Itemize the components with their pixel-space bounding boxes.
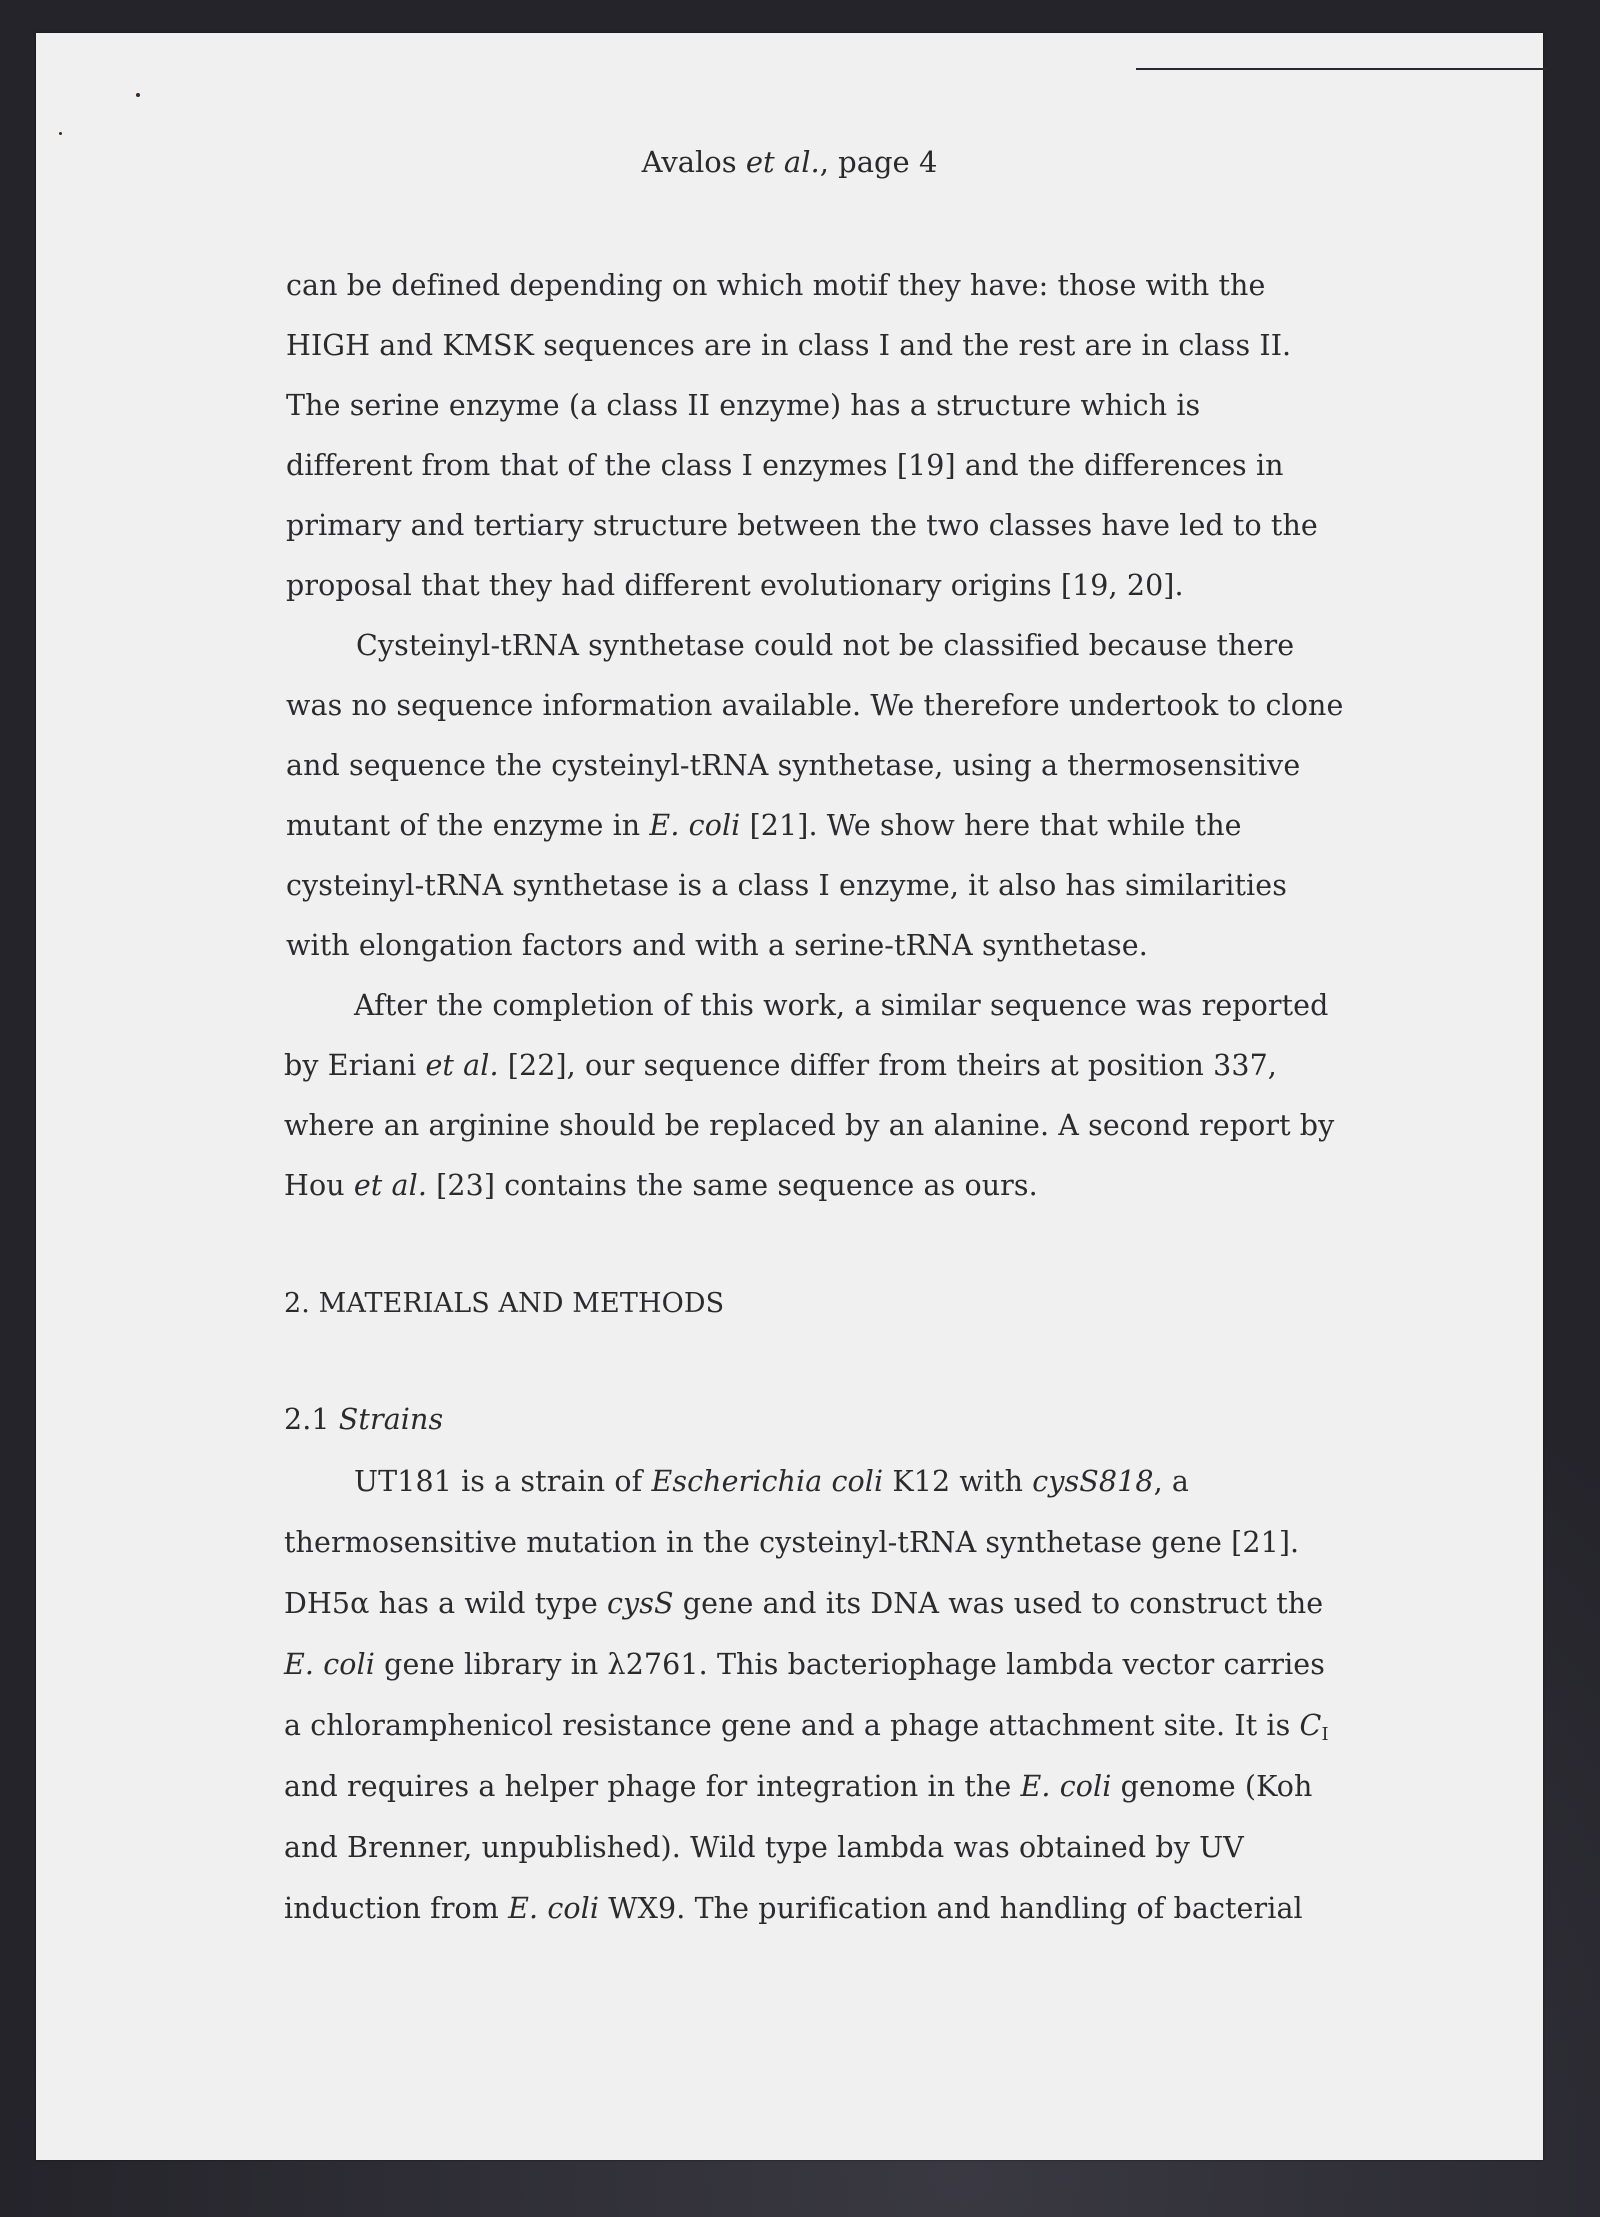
- body-line: primary and tertiary structure between the two classes have led to the: [286, 509, 1318, 542]
- body-line: Hou et al. [23] contains the same sequence as ours.: [284, 1169, 1038, 1202]
- body-line: and Brenner, unpublished). Wild type lambda was obtained by UV: [284, 1831, 1244, 1864]
- running-header: [36, 145, 1543, 179]
- body-line: a chloramphenicol resistance gene and a phage attachment site. It is $C_I$: [284, 1709, 1329, 1745]
- body-line: induction from E. coli WX9. The purification and handling of bacterial: [284, 1892, 1303, 1925]
- body-line: proposal that they had different evolutionary origins [19, 20].: [286, 569, 1184, 602]
- body-line: E. coli gene library in λ2761. This bacteriophage lambda vector carries: [284, 1648, 1325, 1681]
- body-line: by Eriani et al. [22], our sequence differ from theirs at position 337,: [284, 1049, 1277, 1082]
- body-line: and sequence the cysteinyl-tRNA synthetase, using a thermosensitive: [286, 749, 1301, 782]
- body-line: The serine enzyme (a class II enzyme) has a structure which is: [286, 389, 1201, 422]
- subsection-heading: 2.1 Strains: [284, 1403, 444, 1436]
- body-line: cysteinyl-tRNA synthetase is a class I enzyme, it also has similarities: [286, 869, 1287, 902]
- body-line: HIGH and KMSK sequences are in class I and the rest are in class II.: [286, 329, 1292, 362]
- body-line: where an arginine should be replaced by an alanine. A second report by: [284, 1109, 1335, 1142]
- paper-speck: [59, 132, 62, 135]
- body-line: After the completion of this work, a similar sequence was reported: [354, 989, 1329, 1022]
- document-page: [36, 33, 1543, 2160]
- header-etal: et al.: [745, 145, 820, 179]
- body-line: thermosensitive mutation in the cysteinyl-tRNA synthetase gene [21].: [284, 1526, 1300, 1559]
- paper-speck: [136, 93, 140, 97]
- body-line: with elongation factors and with a serine-tRNA synthetase.: [286, 929, 1148, 962]
- body-line: UT181 is a strain of Escherichia coli K12 with cysS818, a: [354, 1465, 1190, 1498]
- body-line: can be defined depending on which motif they have: those with the: [286, 269, 1266, 302]
- body-line: different from that of the class I enzymes [19] and the differences in: [286, 449, 1284, 482]
- header-page-number: , page 4: [819, 145, 938, 179]
- body-line: mutant of the enzyme in E. coli [21]. We show here that while the: [286, 809, 1242, 842]
- page-edge-line: [1136, 68, 1546, 70]
- body-line: and requires a helper phage for integration in the E. coli genome (Koh: [284, 1770, 1313, 1803]
- header-author: Avalos: [641, 145, 737, 179]
- body-line: Cysteinyl-tRNA synthetase could not be classified because there: [356, 629, 1295, 662]
- body-line: was no sequence information available. We therefore undertook to clone: [286, 689, 1344, 722]
- body-line: DH5α has a wild type cysS gene and its DNA was used to construct the: [284, 1587, 1324, 1620]
- section-heading: 2. MATERIALS AND METHODS: [284, 1288, 725, 1319]
